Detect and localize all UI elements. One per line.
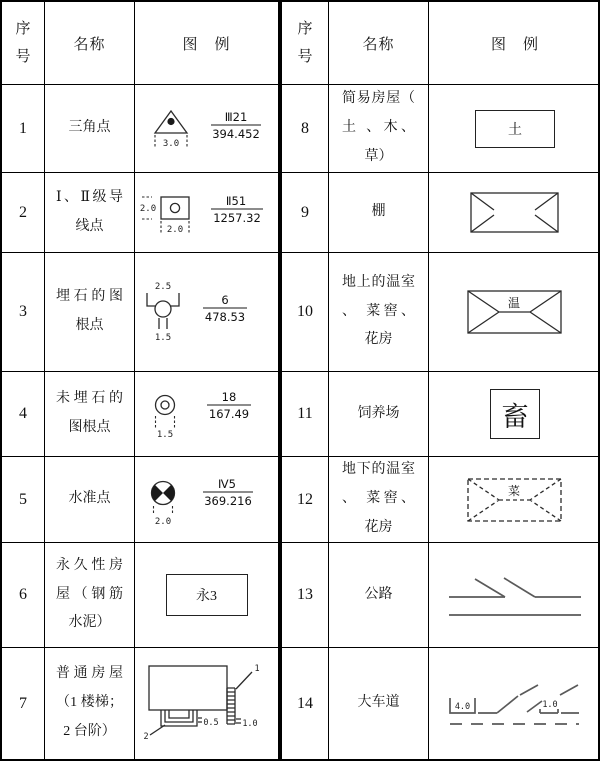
- svg-text:1: 1: [253, 663, 260, 674]
- svg-text:3.0: 3.0: [162, 138, 179, 149]
- svg-text:2.0: 2.0: [166, 224, 183, 235]
- svg-text:1.0: 1.0: [542, 699, 558, 710]
- svg-text:2.0: 2.0: [139, 203, 156, 214]
- row-14-name: 大车道: [329, 648, 429, 759]
- row-10-symbol-cell: [429, 253, 600, 372]
- svg-text:2.5: 2.5: [154, 282, 171, 292]
- ordinary-house-symbol: [141, 658, 273, 750]
- svg-text:0.5: 0.5: [202, 717, 219, 728]
- row-11-symbol-cell: [429, 372, 600, 457]
- buried-map-root-point-symbol: [137, 280, 277, 344]
- header-no-right: 序号: [282, 2, 329, 85]
- row-11-number: 11: [282, 372, 329, 457]
- svg-text:1.5: 1.5: [154, 333, 171, 343]
- row-14-number: 14: [282, 648, 329, 759]
- row-3-number: 3: [2, 253, 45, 372]
- header-name-left: 名称: [45, 2, 135, 85]
- row-13-symbol-cell: [429, 543, 600, 648]
- row-8-number: 8: [282, 85, 329, 173]
- row-7-number: 7: [2, 648, 45, 759]
- row-1-name: 三角点: [45, 85, 135, 173]
- row-4-symbol-cell: [135, 372, 279, 457]
- livestock-farm-symbol: 畜: [490, 389, 540, 439]
- benchmark-symbol: [137, 473, 277, 527]
- row-6-symbol-cell: [135, 543, 279, 648]
- header-name-right: 名称: [329, 2, 429, 85]
- unburied-map-root-point-symbol: [137, 388, 277, 440]
- svg-text:369.216: 369.216: [203, 493, 252, 508]
- greenhouse-underground-symbol: [467, 478, 563, 522]
- row-12-number: 12: [282, 457, 329, 543]
- row-10-name: 地上的温室 、 菜窖、花房: [329, 253, 429, 372]
- row-5-name: 水准点: [45, 457, 135, 543]
- simple-house-symbol: 土: [475, 110, 555, 148]
- svg-text:167.49: 167.49: [208, 407, 249, 421]
- svg-text:2.0: 2.0: [154, 516, 171, 527]
- row-7-name: 普通房屋（1 楼梯；2 台阶）: [45, 648, 135, 759]
- row-5-symbol-cell: [135, 457, 279, 543]
- row-8-name: 简易房屋（ 土 、木、草）: [329, 85, 429, 173]
- svg-text:478.53: 478.53: [204, 310, 245, 324]
- legend-table-right: [279, 2, 598, 759]
- row-2-number: 2: [2, 173, 45, 253]
- row-6-name: 永久性房屋（钢筋水泥）: [45, 543, 135, 648]
- row-9-symbol-cell: [429, 173, 600, 253]
- row-1-number: 1: [2, 85, 45, 173]
- svg-text:1.0: 1.0: [241, 718, 258, 729]
- svg-text:394.452: 394.452: [211, 126, 260, 141]
- svg-text:2: 2: [142, 731, 149, 742]
- svg-text:温: 温: [507, 296, 521, 310]
- row-13-name: 公路: [329, 543, 429, 648]
- row-2-name: Ⅰ、Ⅱ级导线点: [45, 173, 135, 253]
- header-symbol-left: 图 例: [135, 2, 279, 85]
- svg-text:6: 6: [220, 293, 229, 307]
- row-3-symbol-cell: [135, 253, 279, 372]
- row-6-number: 6: [2, 543, 45, 648]
- row-13-number: 13: [282, 543, 329, 648]
- row-4-number: 4: [2, 372, 45, 457]
- row-11-name: 饲养场: [329, 372, 429, 457]
- svg-text:Ⅲ21: Ⅲ21: [224, 109, 247, 124]
- svg-text:1257.32: 1257.32: [212, 210, 261, 225]
- row-7-symbol-cell: [135, 648, 279, 759]
- row-12-symbol-cell: [429, 457, 600, 543]
- triangulation-point-symbol: [141, 105, 273, 153]
- svg-text:菜: 菜: [507, 483, 521, 498]
- legend-table-left: [2, 2, 279, 759]
- svg-text:Ⅳ5: Ⅳ5: [217, 476, 236, 491]
- row-14-symbol-cell: [429, 648, 600, 759]
- cart-road-symbol: [445, 680, 585, 728]
- greenhouse-above-ground-symbol: [467, 290, 563, 334]
- row-10-number: 10: [282, 253, 329, 372]
- row-1-symbol-cell: [135, 85, 279, 173]
- row-8-symbol-cell: [429, 85, 600, 173]
- row-12-name: 地下的温室 、 菜窖、花房: [329, 457, 429, 543]
- header-symbol-right: 图 例: [429, 2, 600, 85]
- svg-text:4.0: 4.0: [454, 701, 471, 712]
- svg-text:Ⅱ51: Ⅱ51: [225, 193, 246, 208]
- row-5-number: 5: [2, 457, 45, 543]
- permanent-house-symbol: 永3: [166, 574, 248, 616]
- row-2-symbol-cell: [135, 173, 279, 253]
- svg-text:18: 18: [221, 390, 236, 404]
- header-no-left: 序号: [2, 2, 45, 85]
- shed-symbol: [470, 192, 560, 234]
- traverse-point-symbol: [137, 187, 277, 239]
- row-3-name: 埋石的图根点: [45, 253, 135, 372]
- row-9-number: 9: [282, 173, 329, 253]
- svg-text:1.5: 1.5: [156, 430, 173, 440]
- highway-symbol: [447, 573, 583, 617]
- row-9-name: 棚: [329, 173, 429, 253]
- row-4-name: 未埋石的图根点: [45, 372, 135, 457]
